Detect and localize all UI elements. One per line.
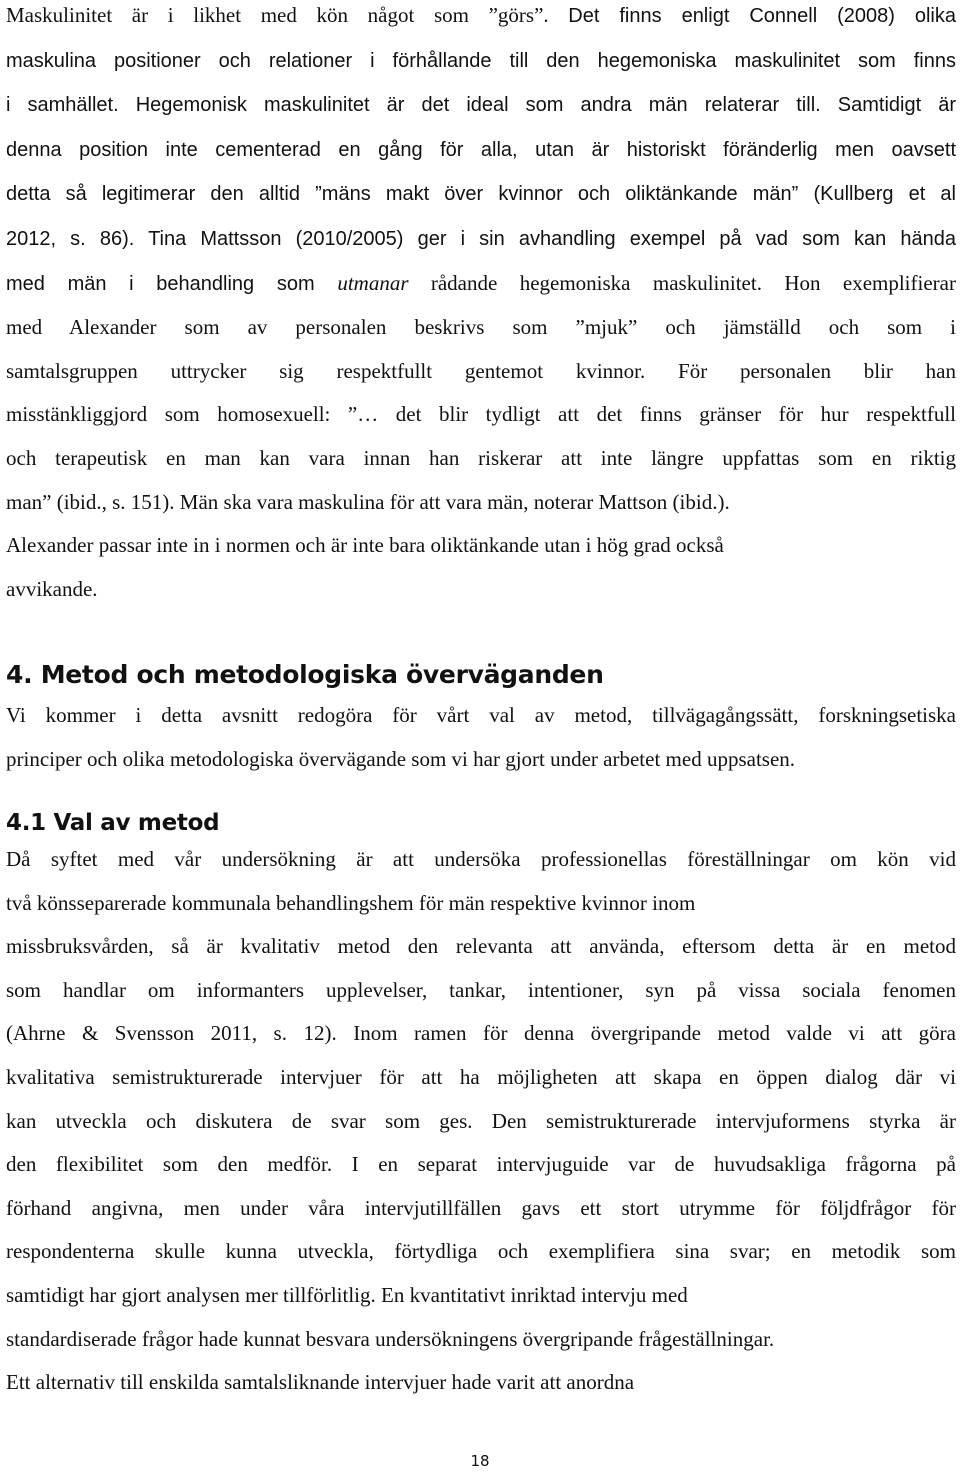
text-line	[6, 1056, 956, 1100]
text-line	[6, 393, 956, 437]
text-line	[6, 481, 956, 525]
text-run: Tina Mattsson (2010/2005) ger i sin avhandling exempel på vad som kan hända	[148, 227, 956, 250]
text-run: Vi kommer i detta avsnitt redogöra för vårt val av metod, tillvägagångssätt, forskningsetiska	[6, 703, 956, 727]
text-line	[6, 1012, 956, 1056]
text-run: Samtidigt är	[837, 94, 956, 117]
text-run: misstänkliggjord som homosexuell: ”…	[6, 402, 396, 427]
text-line	[6, 1143, 956, 1187]
text-run: den flexibilitet som den medför. I en separat intervjuguide var de huvudsakliga frågorna på	[6, 1152, 956, 1177]
text-line	[6, 738, 956, 782]
text-run: Ett alternativ till enskilda samtalsliknande intervjuer hade varit att anordna	[6, 1370, 635, 1395]
text-run: Inom ramen för denna övergripande metod valde vi att göra	[353, 1021, 956, 1046]
text-line	[6, 1318, 956, 1362]
emphasized-text: utmanar	[337, 270, 409, 295]
text-run: Då syftet med vår undersökning är att undersöka professionellas föreställningar om kön vid	[6, 847, 956, 871]
text-run: kvalitativa semistrukturerade intervjuer för att ha möjligheten att skapa en öppen dialog där vi	[6, 1064, 956, 1089]
text-run: Hon exemplifierar	[784, 270, 956, 295]
body-paragraph-metod-intro	[6, 694, 956, 781]
text-run: förhand angivna, men under våra intervjutillfällen gavs ett stort utrymme för följdfrågor för	[6, 1195, 956, 1220]
text-line	[6, 39, 956, 84]
text-run: principer och olika metodologiska övervägande som vi har gjort under arbetet med uppsatsen.	[6, 746, 796, 771]
text-line	[6, 1230, 956, 1274]
text-run: detta så legitimerar den alltid ”mäns makt över kvinnor och oliktänkande män” (Kullberg et al	[6, 183, 956, 206]
subsection-heading-val-av-metod: 4.1 Val av metod	[6, 810, 220, 836]
text-run: samtidigt har gjort analysen mer tillförlitlig. En kvantitativt inriktad intervju med	[6, 1282, 688, 1307]
text-run: avvikande.	[6, 576, 98, 601]
text-line	[6, 0, 956, 39]
text-line	[6, 969, 956, 1013]
text-run: i samhället. Hegemonisk maskulinitet är det ideal som andra män relaterar till.	[6, 94, 838, 117]
text-run: Maskulinitet är i likhet med kön något som ”görs”.	[6, 3, 569, 27]
text-run: standardiserade frågor hade kunnat besvara undersökningens övergripande frågeställningar.	[6, 1326, 775, 1351]
text-run: För personalen blir han	[678, 358, 957, 383]
text-run: denna position inte cementerad en gång för alla, utan är historiskt föränderlig men oavsett	[6, 138, 956, 161]
text-line	[6, 83, 956, 128]
text-line	[6, 838, 956, 882]
text-line	[6, 217, 956, 262]
text-line	[6, 350, 956, 394]
text-run: Alexander passar inte in i normen och är inte bara oliktänkande utan i hög grad också	[6, 533, 724, 558]
text-line	[6, 1274, 956, 1318]
page-number: 18	[470, 1452, 490, 1470]
text-line	[6, 262, 956, 307]
text-line	[6, 1100, 956, 1144]
text-run: och terapeutisk en man kan vara innan han riskerar att inte längre uppfattas som en riktig	[6, 445, 956, 470]
text-line	[6, 1187, 956, 1231]
text-run: med män i behandling som	[6, 272, 338, 295]
text-run: rådande hegemoniska maskulinitet.	[408, 270, 785, 295]
text-line	[6, 306, 956, 350]
body-paragraph-maskulinitet	[6, 0, 956, 611]
text-line	[6, 694, 956, 738]
text-run: Det finns enligt Connell (2008) olika	[568, 5, 956, 27]
text-run: med Alexander som av personalen beskrivs som ”mjuk” och jämställd och som i	[6, 315, 956, 340]
text-line	[6, 437, 956, 481]
text-line	[6, 128, 956, 173]
section-heading-metod: 4. Metod och metodologiska överväganden	[6, 660, 604, 689]
text-line	[6, 524, 956, 568]
body-paragraph-val-av-metod	[6, 838, 956, 1405]
text-run: maskulina positioner och relationer i förhållande till den hegemoniska maskulinitet som finns	[6, 49, 956, 72]
text-run: två könsseparerade kommunala behandlingshem för män respektive kvinnor inom	[6, 890, 696, 915]
text-run: (Ahrne & Svensson 2011, s. 12).	[6, 1021, 354, 1046]
text-line	[6, 925, 956, 969]
text-line	[6, 568, 956, 612]
text-run: som handlar om informanters upplevelser, tankar, intentioner, syn på vissa sociala fenomen	[6, 977, 956, 1002]
text-run: missbruksvården, så är kvalitativ metod den relevanta att använda, eftersom detta är en metod	[6, 934, 956, 959]
text-line	[6, 882, 956, 926]
text-run: kan utveckla och diskutera de svar som ges. Den semistrukturerade intervjuformens styrka är	[6, 1108, 956, 1133]
text-run: 2012, s. 86).	[6, 227, 149, 250]
text-run: respondenterna skulle kunna utveckla, förtydliga och exemplifiera sina svar; en metodik som	[6, 1239, 956, 1264]
text-line	[6, 1361, 956, 1405]
text-run: det blir tydligt att det finns gränser för hur respektfull	[395, 402, 956, 427]
text-run: samtalsgruppen uttrycker sig respektfullt gentemot kvinnor.	[6, 358, 679, 383]
text-line	[6, 172, 956, 217]
text-run: man” (ibid., s. 151). Män ska vara maskulina för att vara män, noterar Mattson (ibid.).	[6, 489, 730, 514]
